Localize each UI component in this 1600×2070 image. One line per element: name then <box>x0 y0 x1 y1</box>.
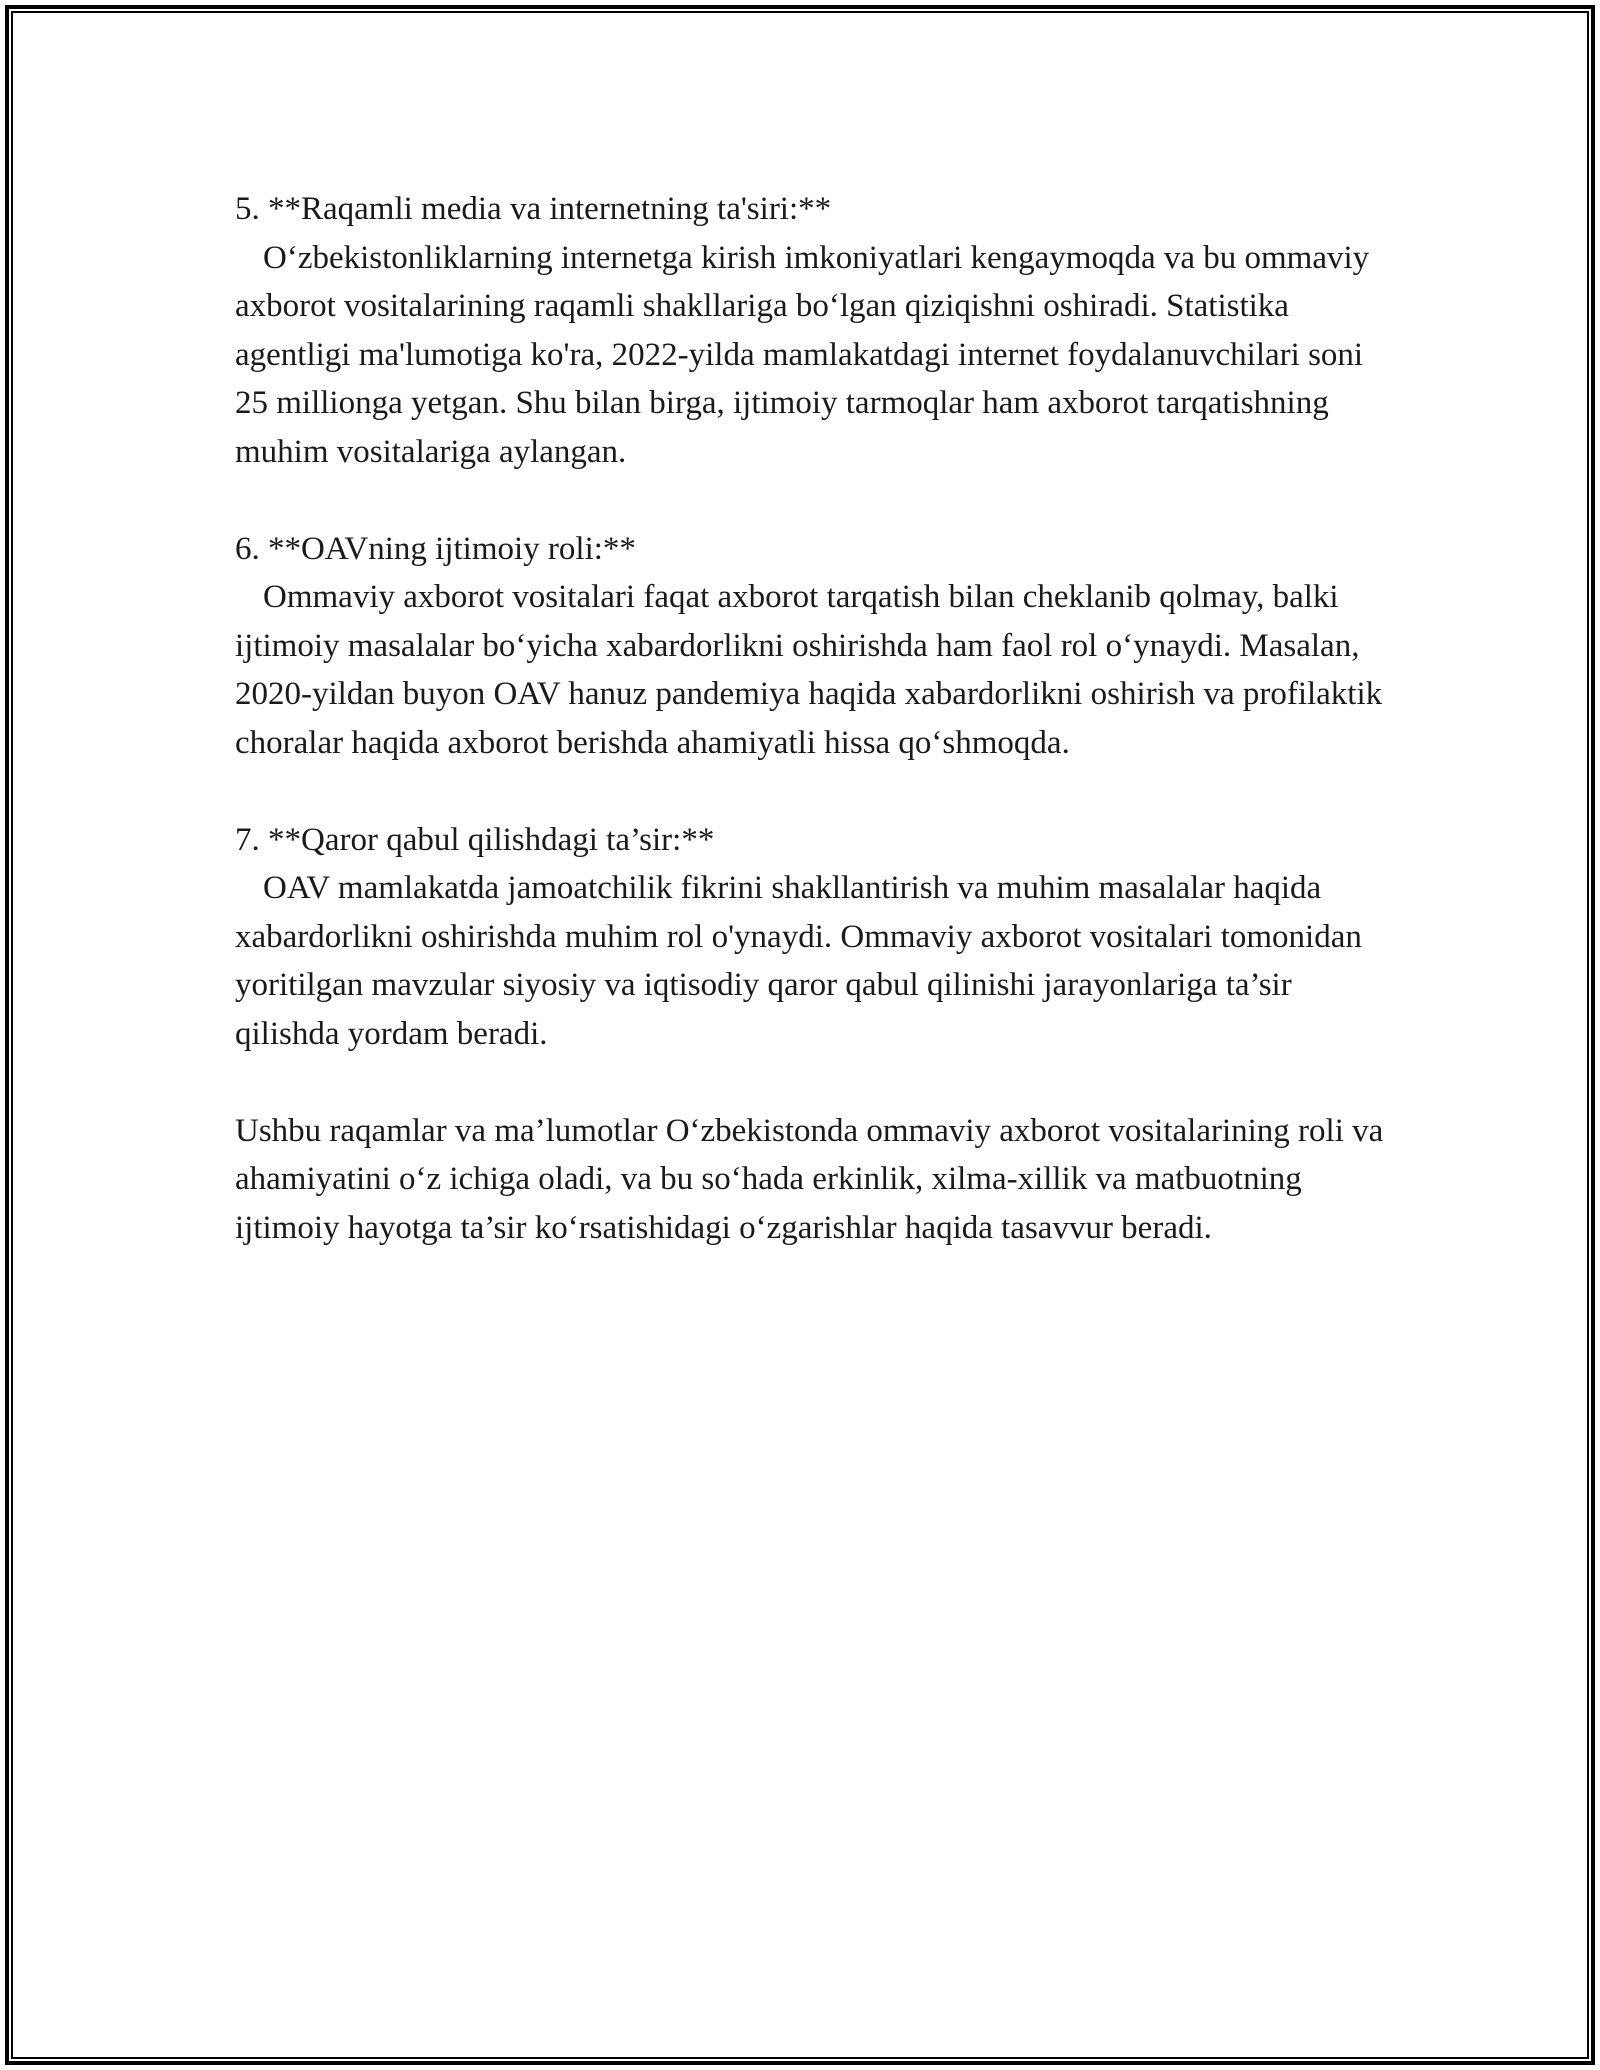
section-heading: 5. **Raqamli media va internetning ta'siri:** <box>235 191 832 227</box>
section-social-role <box>235 525 1385 768</box>
section-paragraph: O‘zbekistonliklarning internetga kirish imkoniyatlari kengaymoqda va bu ommaviy axborot vositalarining raqamli shakllariga bo‘lgan qiziqishni oshiradi. Statistika agentligi ma'lumotiga ko'ra, 2022-yilda mamlakatdagi internet foydalanuvchilari soni 25 millionga yetgan. Shu bilan birga, ijtimoiy tarmoqlar ham axborot tarqatishning muhim vositalariga aylangan. <box>235 239 1370 470</box>
conclusion-paragraph: Ushbu raqamlar va ma’lumotlar O‘zbekistonda ommaviy axborot vositalarining roli va ahamiyatini o‘z ichiga oladi, va bu so‘hada erkinlik, xilma-xillik va matbuotning ijtimoiy hayotga ta’sir ko‘rsatishidagi o‘zgarishlar haqida tasavvur beradi. <box>235 1112 1384 1246</box>
section-digital-media <box>235 185 1385 476</box>
section-decision-making <box>235 816 1385 1059</box>
section-conclusion <box>235 1107 1385 1253</box>
section-paragraph: Ommaviy axborot vositalari faqat axborot tarqatish bilan cheklanib qolmay, balki ijtimoiy masalalar bo‘yicha xabardorlikni oshirishda ham faol rol o‘ynaydi. Masalan, 2020-yildan buyon OAV hanuz pandemiya haqida xabardorlikni oshirish va profilaktik choralar haqida axborot berishda ahamiyatli hissa qo‘shmoqda. <box>235 579 1383 761</box>
document-body <box>235 185 1385 1301</box>
section-heading: 7. **Qaror qabul qilishdagi ta’sir:** <box>235 821 715 858</box>
section-paragraph: OAV mamlakatda jamoatchilik fikrini shakllantirish va muhim masalalar haqida xabardorlikni oshirishda muhim rol o'ynaydi. Ommaviy axborot vositalari tomonidan yoritilgan mavzular siyosiy va iqtisodiy qaror qabul qilinishi jarayonlariga ta’sir qilishda yordam beradi. <box>235 870 1362 1052</box>
section-heading: 6. **OAVning ijtimoiy roli:** <box>235 530 636 567</box>
